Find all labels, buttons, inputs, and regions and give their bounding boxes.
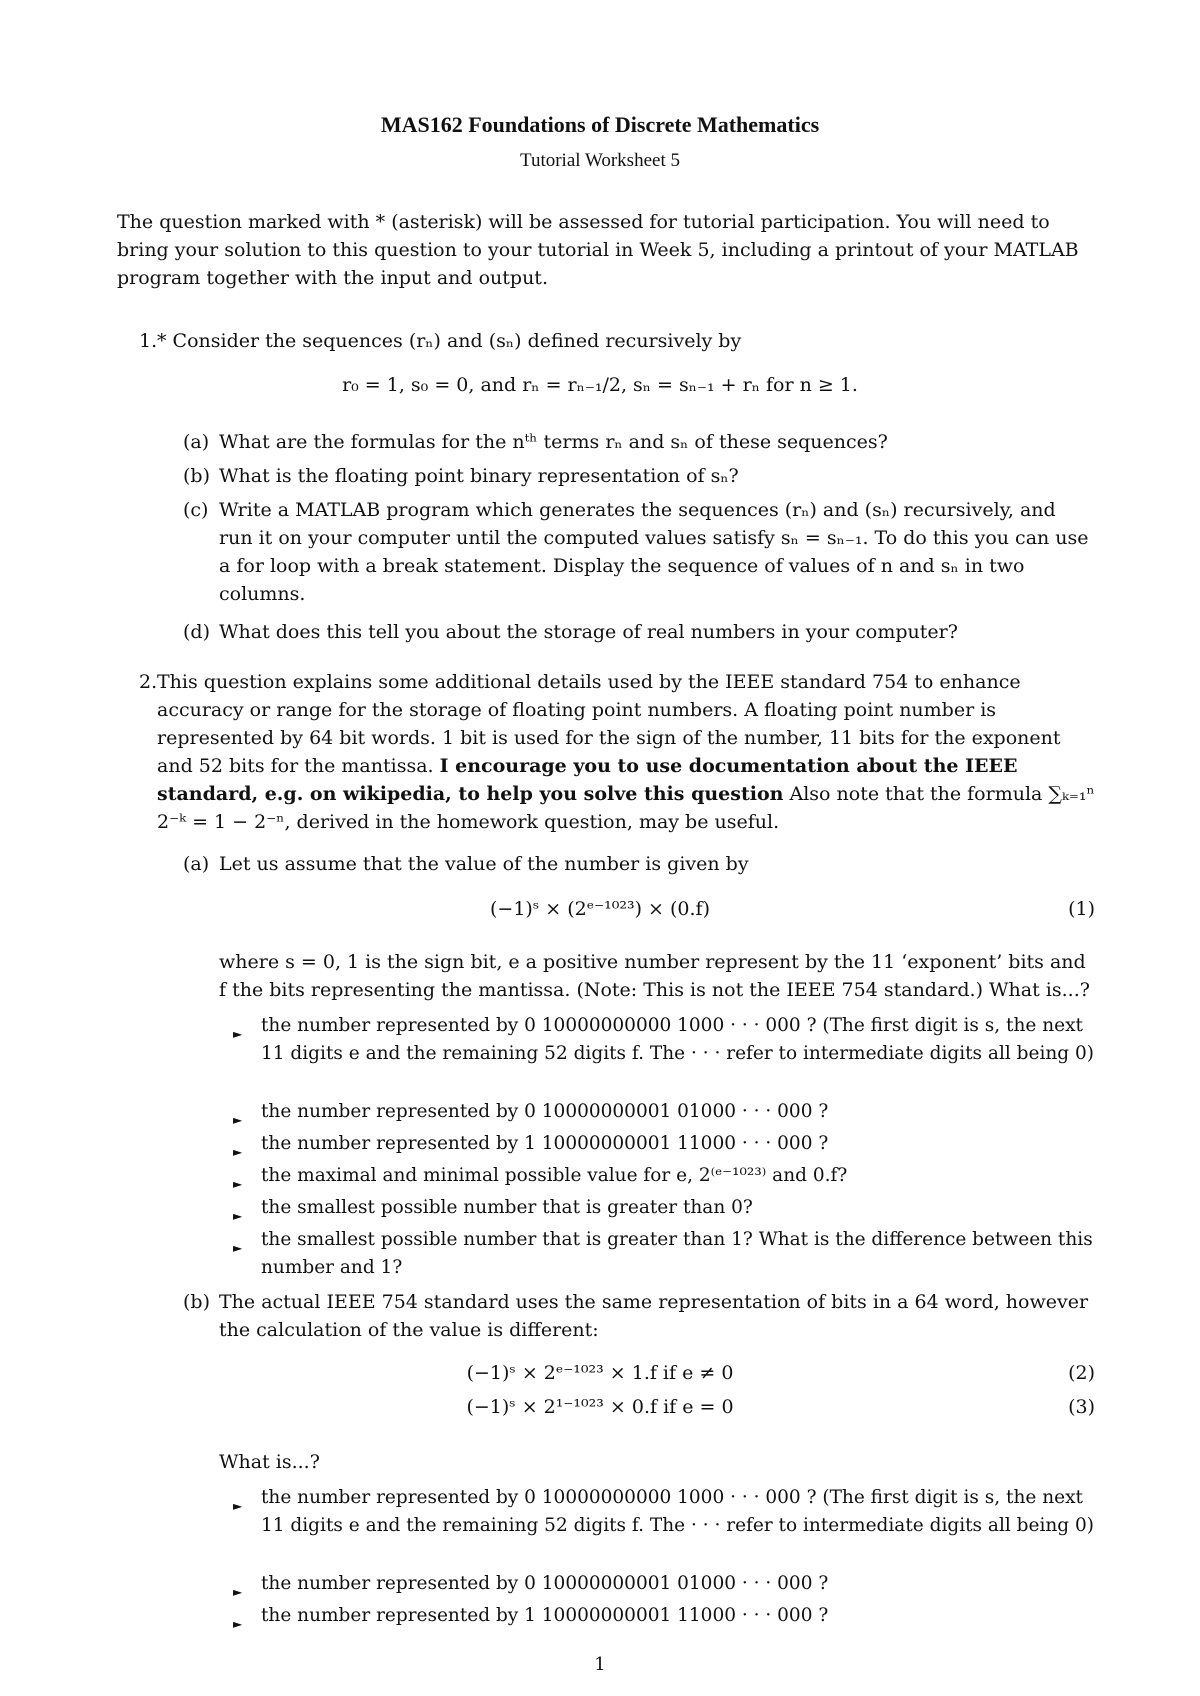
bullet-icon: ► [233, 1209, 243, 1223]
list-item: ► the number represented by 0 10000000000 1000 · · · 000 ? (The first digit is s, the next 11 digits e and the remaining 52 digits f. The · · · refer to intermediate digits all being 0) [233, 1487, 1095, 1536]
equation-number-2: (2) [1068, 1362, 1095, 1384]
subquestion-2b-prompt: What is...? [219, 1451, 320, 1473]
subquestion-1a: (a) What are the formulas for the nᵗʰ terms rₙ and sₙ of these sequences? [183, 431, 888, 453]
subquestion-1d: (d) What does this tell you about the storage of real numbers in your computer? [183, 621, 958, 643]
ieee-equation-3: (−1)ˢ × 2¹⁻¹⁰²³ × 0.f if e = 0 [466, 1396, 734, 1418]
question-2 [117, 668, 1095, 836]
bullet-icon: ► [233, 1113, 243, 1127]
subquestion-2a: (a) Let us assume that the value of the number is given by [183, 853, 749, 875]
list-item: ► the maximal and minimal possible value for e, 2⁽ᵉ⁻¹⁰²³⁾ and 0.f? [233, 1162, 1095, 1190]
list-item: ► the number represented by 1 10000000001 11000 · · · 000 ? [233, 1130, 1095, 1158]
intro-paragraph: The question marked with * (asterisk) will be assessed for tutorial participation. You will need to bring your solution to this question to your tutorial in Week 5, including a printout of your MATLAB program together with the input and output. [117, 211, 1079, 289]
equation-number-3: (3) [1068, 1396, 1095, 1418]
emphasis-text: I encourage you to use documentation about the IEEE standard, e.g. on wikipedia, to help you solve this question [157, 755, 1018, 805]
question-number: 2. [139, 671, 158, 693]
ieee-equation-2: (−1)ˢ × 2ᵉ⁻¹⁰²³ × 1.f if e ≠ 0 [466, 1362, 734, 1384]
bullet-icon: ► [233, 1617, 243, 1631]
document-title: MAS162 Foundations of Discrete Mathematics [380, 112, 820, 137]
subquestion-2a-note: where s = 0, 1 is the sign bit, e a positive number represent by the 11 ‘exponent’ bits and f the bits representing the mantissa. (Note: This is not the IEEE 754 standard.) What is...? [219, 951, 1090, 1001]
bullet-icon: ► [233, 1499, 243, 1513]
list-item: ► the number represented by 0 10000000000 1000 · · · 000 ? (The first digit is s, the next 11 digits e and the remaining 52 digits f. The · · · refer to intermediate digits all being 0) [233, 1015, 1095, 1064]
question-number: 1. [139, 330, 158, 352]
page-number: 1 [594, 1654, 606, 1675]
recursion-equation: r₀ = 1, s₀ = 0, and rₙ = rₙ₋₁/2, sₙ = sₙ₋₁ + rₙ for n ≥ 1. [342, 374, 858, 396]
bullet-icon: ► [233, 1027, 243, 1041]
equation-number-1: (1) [1068, 898, 1095, 920]
bullet-icon: ► [233, 1241, 243, 1255]
question-text: * Consider the sequences (rₙ) and (sₙ) defined recursively by [157, 330, 742, 352]
subquestion-2b: (b) The actual IEEE 754 standard uses the same representation of bits in a 64 word, however the calculation of the value is different: [183, 1291, 1089, 1341]
question-1 [117, 327, 1095, 355]
bullet-icon: ► [233, 1145, 243, 1159]
bullet-icon: ► [233, 1585, 243, 1599]
subquestion-1c: (c) Write a MATLAB program which generates the sequences (rₙ) and (sₙ) recursively, and run it on your computer until the computed values satisfy sₙ = sₙ₋₁. To do this you can use a for loop with a break statement. Display the sequence of values of n and sₙ in two columns. [183, 499, 1089, 605]
list-item: ► the smallest possible number that is greater than 0? [233, 1194, 1095, 1222]
document-subtitle: Tutorial Worksheet 5 [520, 150, 680, 171]
question-text: This question explains some additional details used by the IEEE standard 754 to enhance accuracy or range for the storage of floating point numbers. A floating point number is represented by 64 bit words. 1 bit is used for the sign of the number, 11 bits for the exponent and 52 bits for the mantissa. I encourage you to use documentation about the IEEE standard, e.g. on wikipedia, to help you solve this question Also note that the formula ∑ₖ₌₁ⁿ 2⁻ᵏ = 1 − 2⁻ⁿ, derived in the homework question, may be useful. [157, 671, 1095, 833]
list-item: ► the number represented by 1 10000000001 11000 · · · 000 ? [233, 1602, 1095, 1630]
value-equation-1: (−1)ˢ × (2ᵉ⁻¹⁰²³) × (0.f) [490, 898, 710, 920]
list-item: ► the smallest possible number that is greater than 1? What is the difference between this number and 1? [233, 1229, 1093, 1278]
bullet-icon: ► [233, 1177, 243, 1191]
subquestion-1b: (b) What is the floating point binary representation of sₙ? [183, 465, 739, 487]
list-item: ► the number represented by 0 10000000001 01000 · · · 000 ? [233, 1570, 1095, 1598]
list-item: ► the number represented by 0 10000000001 01000 · · · 000 ? [233, 1098, 1095, 1126]
